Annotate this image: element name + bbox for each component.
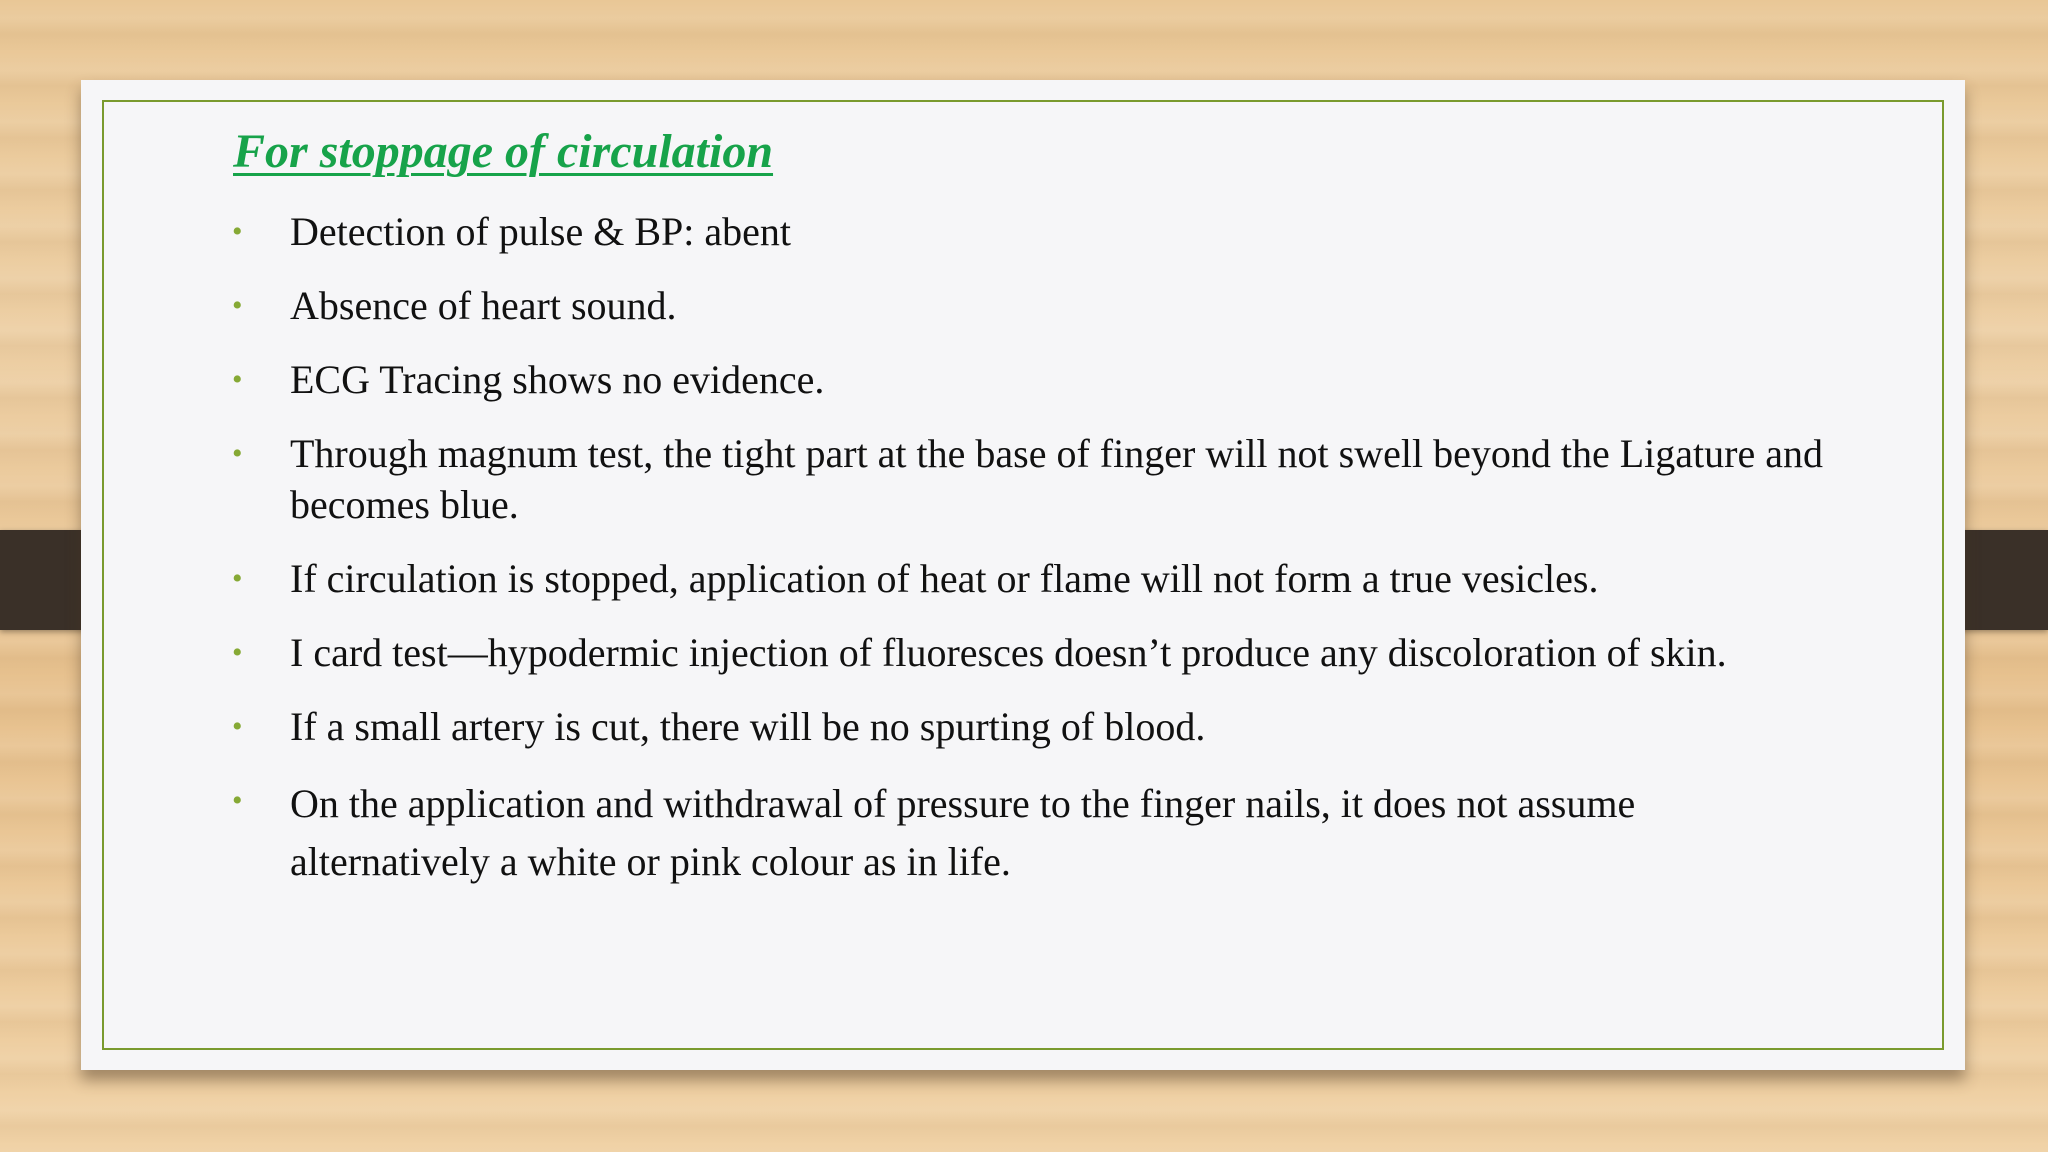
bullet-text: I card test—hypodermic injection of fluoresces doesn’t produce any discoloration of skin.: [290, 630, 1727, 675]
bullet-dot-icon: •: [232, 437, 243, 470]
bullet-item: [232, 280, 1832, 331]
bullet-item: [232, 553, 1832, 604]
bullet-item: [232, 701, 1832, 752]
bullet-list: [232, 206, 1832, 914]
bullet-text: ECG Tracing shows no evidence.: [290, 357, 825, 402]
bullet-text: Detection of pulse & BP: abent: [290, 209, 792, 254]
bullet-item: [232, 428, 1832, 530]
bullet-dot-icon: •: [232, 784, 243, 817]
bullet-dot-icon: •: [232, 289, 243, 322]
bullet-dot-icon: •: [232, 562, 243, 595]
bullet-item: [232, 627, 1832, 678]
bullet-item: [232, 775, 1832, 891]
bullet-dot-icon: •: [232, 363, 243, 396]
bullet-dot-icon: •: [232, 636, 243, 669]
slide-title: For stoppage of circulation: [233, 125, 774, 178]
bullet-text: Through magnum test, the tight part at the base of finger will not swell beyond the Ligature and becomes blue.: [290, 431, 1823, 527]
bullet-item: [232, 354, 1832, 405]
slide-card: [81, 80, 1965, 1070]
bullet-dot-icon: •: [232, 710, 243, 743]
bullet-item: [232, 206, 1832, 257]
bullet-text: If a small artery is cut, there will be no spurting of blood.: [290, 704, 1206, 749]
bullet-text: If circulation is stopped, application of heat or flame will not form a true vesicles.: [290, 556, 1599, 601]
bullet-dot-icon: •: [232, 215, 243, 248]
bullet-text: Absence of heart sound.: [290, 283, 677, 328]
bullet-text: On the application and withdrawal of pressure to the finger nails, it does not assume alternatively a white or pink colour as in life.: [290, 781, 1636, 884]
